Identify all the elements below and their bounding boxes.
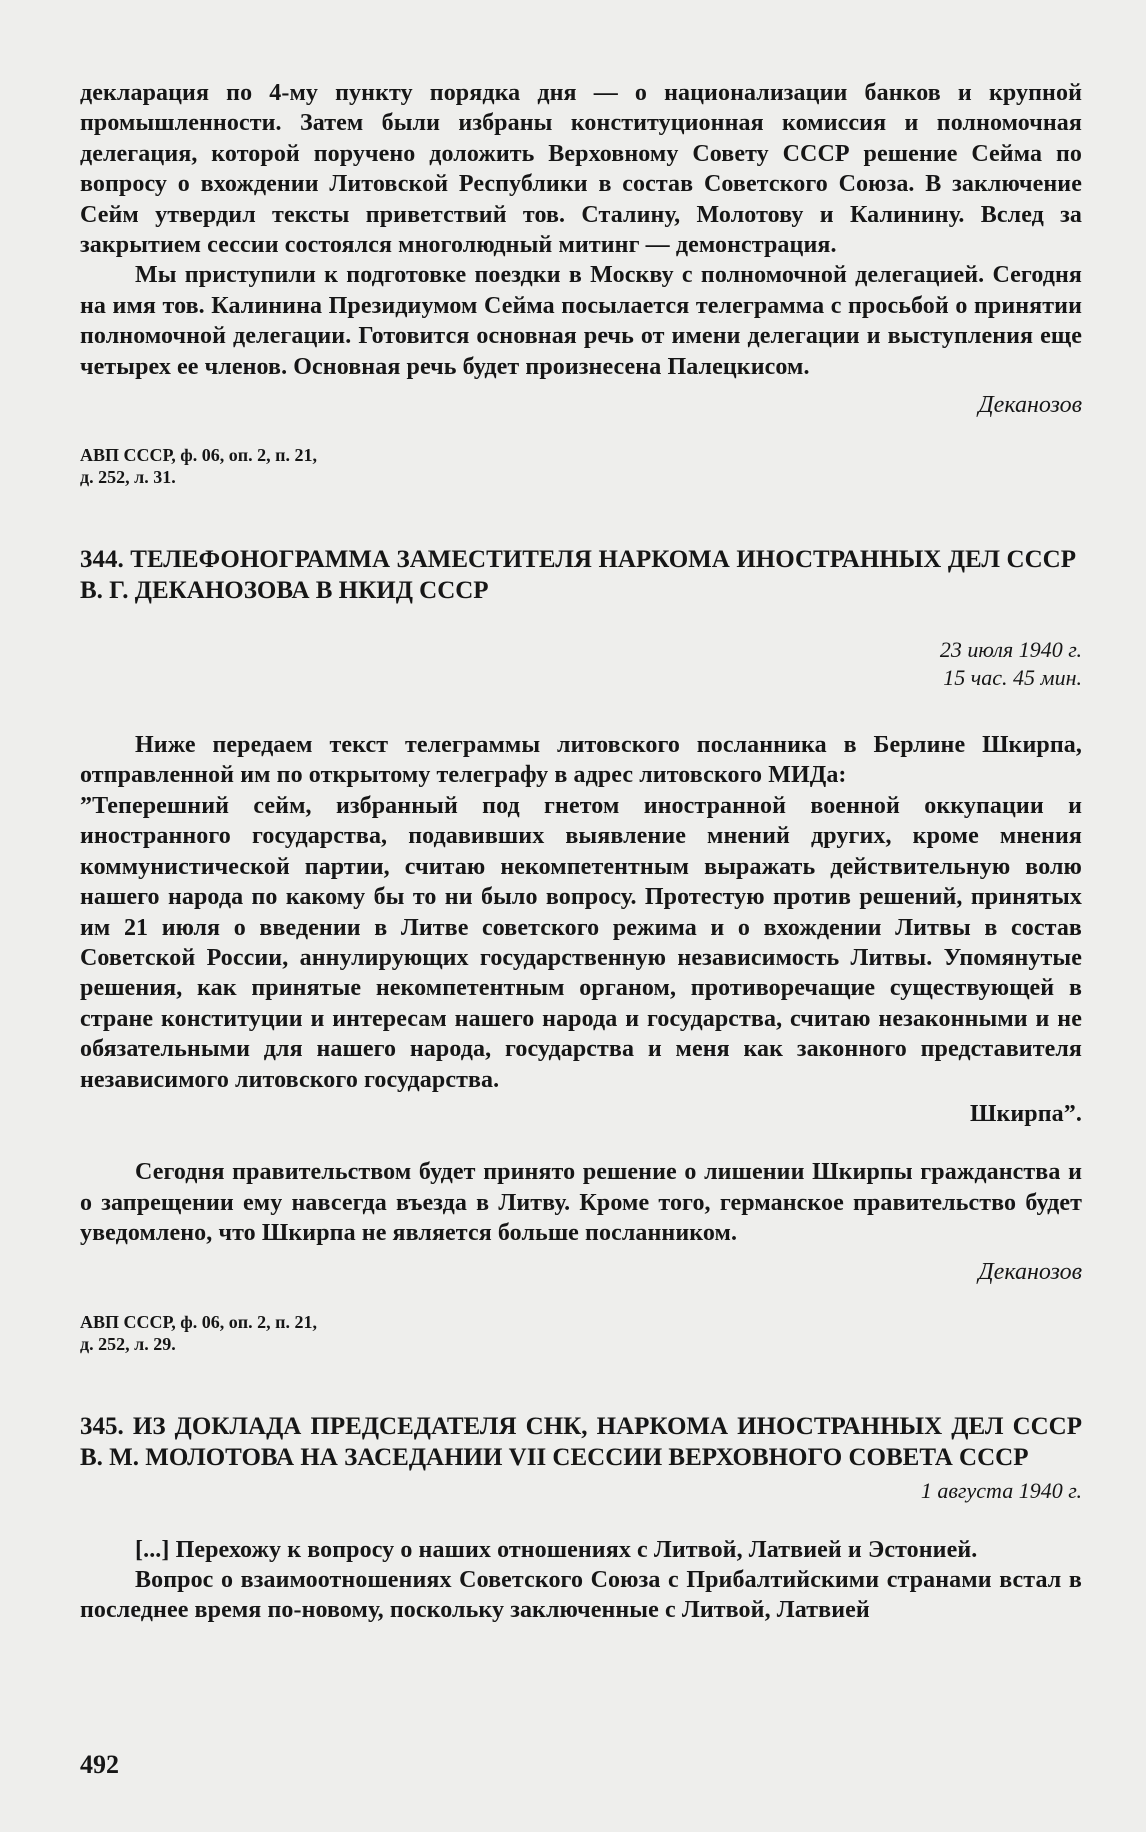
paragraph: Мы приступили к подготовке поездки в Москву с полномочной делегацией. Сегодня на имя тов. Калинина Президиумом Сейма посылается телеграмма с просьбой о принятии полномочной делегации. Готовится основная речь от имени делегации и выступления еще четырех ее членов. Основная речь будет произнесена Палецкисом. [80, 262, 1082, 380]
paragraph: [...] Перехожу к вопросу о наших отношениях с Литвой, Латвией и Эстонией. [135, 1536, 978, 1563]
paragraph: декларация по 4-му пункту порядка дня — о национализации банков и крупной промышленности. Затем были избраны конституционная комиссия и полномочная делегация, которой поручено доложить Верховному Совету СССР решение Сейма по вопросу о вхождении Литовской Республики в состав Советского Союза. В заключение Сейм утвердил тексты приветствий тов. Сталину, Молотову и Калинину. Вслед за закрытием сессии состоялся многолюдный митинг — демонстрация. [80, 80, 1082, 259]
page-content [80, 78, 1082, 1626]
document-heading: 344. ТЕЛЕФОНОГРАММА ЗАМЕСТИТЕЛЯ НАРКОМА ИНОСТРАННЫХ ДЕЛ СССР В. Г. ДЕКАНОЗОВА В НКИД СССР [80, 546, 1076, 605]
document-date: 23 июля 1940 г. 15 час. 45 мин. [939, 637, 1082, 691]
paragraph: Сегодня правительством будет принято решение о лишении Шкирпы гражданства и о запрещении ему навсегда въезда в Литву. Кроме того, германское правительство будет уведомлено, что Шкирпа не является больше посланником. [80, 1159, 1082, 1247]
signature: Деканозов [978, 1258, 1082, 1285]
document-date: 1 августа 1940 г. [920, 1477, 1082, 1503]
paragraph: Ниже передаем текст телеграммы литовского посланника в Берлине Шкирпа, отправленной им по открытому телеграфу в адрес литовского МИДа: [80, 732, 1082, 789]
quote-signature: Шкирпа”. [970, 1100, 1082, 1127]
document-heading: 345. ИЗ ДОКЛАДА ПРЕДСЕДАТЕЛЯ СНК, НАРКОМА ИНОСТРАННЫХ ДЕЛ СССР В. М. МОЛОТОВА НА ЗАСЕДАНИИ VII СЕССИИ ВЕРХОВНОГО СОВЕТА СССР [80, 1412, 1082, 1471]
signature: Деканозов [978, 392, 1082, 419]
archive-reference: АВП СССР, ф. 06, оп. 2, п. 21, д. 252, л. 31. [80, 445, 317, 488]
telegram-quote: ”Теперешний сейм, избранный под гнетом иностранной военной оккупации и иностранного государства, подавивших выявление мнений других, кроме мнения коммунистической партии, считаю некомпетентным выражать действительную волю нашего народа по какому бы то ни было вопросу. Протестую против решений, принятых им 21 июля о введении в Литве советского режима и о вхождении Литвы в состав Советской России, аннулирующих государственную независимость Литвы. Упомянутые решения, как принятые некомпетентным органом, противоречащие существующей в стране конституции и интересам нашего народа и государства, считаю незаконными и не обязательными для нашего народа, государства и меня как законного представителя независимого литовского государства. [80, 792, 1082, 1093]
paragraph: Вопрос о взаимоотношениях Советского Союза с Прибалтийскими странами встал в последнее время по-новому, поскольку заключенные с Литвой, Латвией [80, 1566, 1082, 1624]
archive-reference: АВП СССР, ф. 06, оп. 2, п. 21, д. 252, л. 29. [80, 1311, 317, 1354]
page-number: 492 [80, 1750, 119, 1779]
